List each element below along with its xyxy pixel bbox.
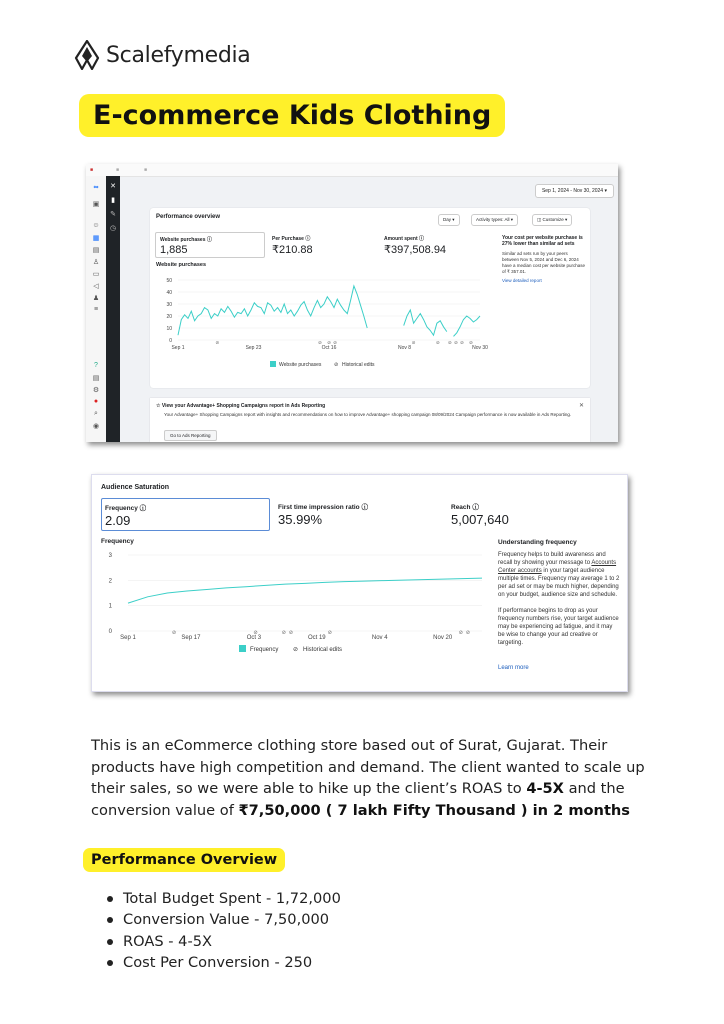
close-icon[interactable]: ✕ <box>578 403 584 409</box>
note-title: Your cost per website purchase is 27% lower than similar ad sets <box>502 235 583 247</box>
x-tick-label: Oct 19 <box>307 635 326 641</box>
metric-box-amount-spent[interactable] <box>382 232 492 256</box>
day-dropdown[interactable]: Day ▾ <box>438 214 460 226</box>
brand-header <box>74 40 251 70</box>
activity-dropdown[interactable]: Activity types: All ▾ <box>471 214 518 226</box>
x-tick-label: Nov 20 <box>433 635 453 641</box>
metric-label: Frequency ⓘ <box>105 505 147 512</box>
card-title: Performance overview <box>156 214 221 220</box>
metric-label: First time impression ratio ⓘ <box>278 504 368 511</box>
bug-icon[interactable]: ◉ <box>92 423 100 430</box>
banner-text: Your Advantage+ Shopping Campaigns report with insights and recommendations on how to improve Advantage+ shopping campaign 08/09/2024 Campaign performance is now available in Ads Reporting. <box>164 412 572 417</box>
roas-highlight: 4-5X <box>526 780 564 797</box>
menu-icon[interactable]: ≡ <box>93 306 99 313</box>
performance-screenshot <box>86 164 618 442</box>
ads-manager-tool-rail <box>106 176 120 442</box>
understanding-frequency-text <box>498 551 620 672</box>
series-line-frequency <box>128 578 482 603</box>
metric-label: Website purchases ⓘ <box>160 237 212 243</box>
metric-value: 5,007,640 <box>451 512 509 527</box>
legend-swatch-frequency <box>239 645 246 652</box>
understanding-paragraph-1: Frequency helps to build awareness and recall by showing your message to Accounts Center accounts in your target audience multiple times. Frequency may average 1 to 2 per ad set or may be much higher, depending on your budget, audience size and schedule. <box>498 552 620 598</box>
historical-edits-icon: ⊘ <box>334 362 339 368</box>
chart-icon[interactable]: ▮ <box>111 197 115 204</box>
historical-edit-marker: ⊘ <box>327 341 331 346</box>
audience-saturation-screenshot <box>91 474 628 692</box>
metric-label: Reach ⓘ <box>451 504 479 511</box>
performance-overview-heading: Performance Overview <box>83 848 285 872</box>
notification-icon[interactable]: ● <box>93 398 99 405</box>
help-icon[interactable]: ? <box>94 362 98 369</box>
metric-box-website-purchases[interactable] <box>155 232 265 258</box>
legend-swatch-website-purchases <box>270 361 276 367</box>
people-icon[interactable]: ♟ <box>92 295 100 302</box>
historical-edit-marker: ⊘ <box>327 630 332 636</box>
view-detailed-report-link[interactable]: View detailed report <box>502 278 542 283</box>
y-tick-label: 0 <box>108 629 112 635</box>
learn-more-link[interactable]: Learn more <box>498 665 529 671</box>
legend-label: Frequency <box>250 647 279 653</box>
historical-edit-marker: ⊘ <box>458 630 463 636</box>
saturation-title: Audience Saturation <box>101 484 170 491</box>
note-text: Similar ad sets run by your peers between Nov 5, 2024 and Dec 6, 2024 have a median cost per website purchase of ₹ 357.01. <box>502 251 586 274</box>
metric-box-frequency[interactable] <box>101 498 270 531</box>
scalefymedia-logo-icon <box>74 40 100 70</box>
account-icon[interactable]: ▣ <box>92 201 100 208</box>
star-icon: ☆ <box>156 403 161 409</box>
activity-label: Activity types: All <box>476 217 510 222</box>
performance-overview-list <box>101 888 341 974</box>
metric-value: 1,885 <box>160 244 188 256</box>
case-study-paragraph: This is an eCommerce clothing store based out of Surat, Gujarat. Their products have high competition and demand. The client wanted to scale up their sales, so we were able to hike up the client’s ROAS to 4-5X and the conversion value of ₹7,50,000 ( 7 lakh Fifty Thousand ) in 2 months <box>91 737 645 819</box>
billing-icon[interactable]: ▭ <box>92 271 100 278</box>
customize-label: Customize <box>542 217 564 222</box>
y-tick-label: 20 <box>166 314 172 320</box>
day-label: Day <box>443 217 452 222</box>
go-to-ads-reporting-button[interactable]: Go to Ads Reporting <box>164 430 217 441</box>
accounts-center-link[interactable]: Accounts Center accounts <box>498 560 617 574</box>
historical-edit-marker: ⊘ <box>469 341 473 346</box>
audience-icon[interactable]: ♙ <box>92 259 100 266</box>
search-icon[interactable]: ⌕ <box>94 410 98 417</box>
pages-icon[interactable]: ▤ <box>92 247 100 254</box>
x-tick-label: Sep 1 <box>120 635 136 641</box>
date-range-value: Sep 1, 2024 - Nov 30, 2024 <box>541 188 604 194</box>
historical-edit-marker: ⊘ <box>459 341 464 346</box>
browser-bookmark-bar <box>86 164 618 177</box>
bookmark-icon: ■ <box>90 167 94 173</box>
metric-box-reach[interactable] <box>449 498 609 529</box>
metric-box-per-purchase[interactable] <box>270 232 370 256</box>
meta-logo-icon: ∞ <box>93 184 99 191</box>
x-tick-label: Sep 17 <box>181 635 201 641</box>
historical-edit-marker: ⊘ <box>281 630 286 636</box>
settings-icon[interactable]: ⚙ <box>92 387 100 394</box>
x-tick-label: Sep 23 <box>245 345 262 351</box>
banner-title: ☆ View your Advantage+ Shopping Campaigns report in Ads Reporting <box>156 403 326 409</box>
historical-edit-marker: ⊘ <box>215 341 220 346</box>
x-tick-label: Sep 1 <box>171 345 185 351</box>
conversion-value-highlight: ₹7,50,000 ( 7 lakh Fifty Thousand ) in 2 months <box>238 801 630 819</box>
page-title: E-commerce Kids Clothing <box>79 94 505 137</box>
y-tick-label: 10 <box>166 326 172 332</box>
customize-dropdown[interactable]: ◫ Customize ▾ <box>532 214 572 226</box>
y-tick-label: 0 <box>169 338 172 344</box>
series-line-website-purchases <box>178 286 480 336</box>
historical-edits-icon: ⊘ <box>293 646 299 653</box>
performance-overview-card <box>150 208 590 388</box>
legend-label: Website purchases <box>279 362 322 368</box>
historical-edit-marker: ⊘ <box>465 630 470 636</box>
date-range-picker[interactable]: Sep 1, 2024 - Nov 30, 2024 ▾ <box>535 184 614 198</box>
x-tick-label: Nov 30 <box>472 345 488 351</box>
chart-title: Website purchases <box>156 262 207 268</box>
historical-edit-marker: ⊘ <box>288 630 293 636</box>
understanding-paragraph-2: If performance begins to drop as your frequency numbers rise, your target audience may be experiencing ad fatigue, and it may be wise to change your ad creative or targeting. <box>498 608 619 646</box>
frequency-chart <box>92 547 492 659</box>
brand-name: Scalefymedia <box>106 42 251 68</box>
close-icon[interactable]: ✕ <box>110 183 116 190</box>
bookmark-icon: ■ <box>144 167 148 173</box>
understanding-frequency-title: Understanding frequency <box>498 539 577 546</box>
list-item: Total Budget Spent - 1,72,000 <box>101 888 341 909</box>
website-purchases-chart <box>150 268 500 380</box>
historical-edit-marker: ⊘ <box>435 341 440 346</box>
historical-edit-marker: ⊘ <box>453 341 458 346</box>
y-tick-label: 40 <box>166 290 172 296</box>
list-item: ROAS - 4-5X <box>101 931 341 952</box>
x-tick-label: Oct 3 <box>246 635 262 641</box>
historical-edit-marker: ⊘ <box>447 341 452 346</box>
metric-value: ₹397,508.94 <box>384 244 447 256</box>
metric-value: 2.09 <box>105 513 131 528</box>
metric-label: Per Purchase ⓘ <box>272 236 311 242</box>
legend-label: Historical edits <box>303 647 343 653</box>
x-tick-label: Nov 4 <box>371 635 388 641</box>
meta-left-rail <box>86 176 107 442</box>
report-icon[interactable]: ▤ <box>92 375 100 382</box>
cost-comparison-note <box>502 235 586 283</box>
x-tick-label: Oct 16 <box>321 345 337 351</box>
y-tick-label: 3 <box>108 553 112 559</box>
y-tick-label: 30 <box>166 302 172 308</box>
frequency-chart-title: Frequency <box>101 538 134 545</box>
historical-edit-marker: ⊘ <box>171 630 177 636</box>
y-tick-label: 50 <box>166 278 172 284</box>
list-item: Cost Per Conversion - 250 <box>101 952 341 973</box>
list-item: Conversion Value - 7,50,000 <box>101 909 341 930</box>
y-tick-label: 2 <box>108 578 112 585</box>
legend-label: Historical edits <box>342 362 375 368</box>
megaphone-icon[interactable]: ◁ <box>93 283 99 290</box>
historical-edit-marker: ⊘ <box>318 341 322 346</box>
edit-icon[interactable]: ✎ <box>110 211 116 218</box>
historical-edit-marker: ⊘ <box>333 341 337 346</box>
x-tick-label: Nov 8 <box>397 345 412 351</box>
y-tick-label: 1 <box>108 603 112 610</box>
metric-value: ₹210.88 <box>272 244 313 256</box>
historical-edit-marker: ⊘ <box>411 341 416 346</box>
bookmark-icon: ■ <box>116 167 120 173</box>
metric-value: 35.99% <box>278 512 323 527</box>
grid-icon[interactable]: ▦ <box>92 235 100 242</box>
historical-edit-marker: ⊘ <box>253 630 258 636</box>
advantage-report-banner <box>150 398 590 442</box>
smiley-icon[interactable]: ☺ <box>92 222 100 229</box>
metric-label: Amount spent ⓘ <box>384 236 424 242</box>
clock-icon[interactable]: ◷ <box>109 225 117 232</box>
metric-box-first-impression-ratio[interactable] <box>276 498 436 529</box>
